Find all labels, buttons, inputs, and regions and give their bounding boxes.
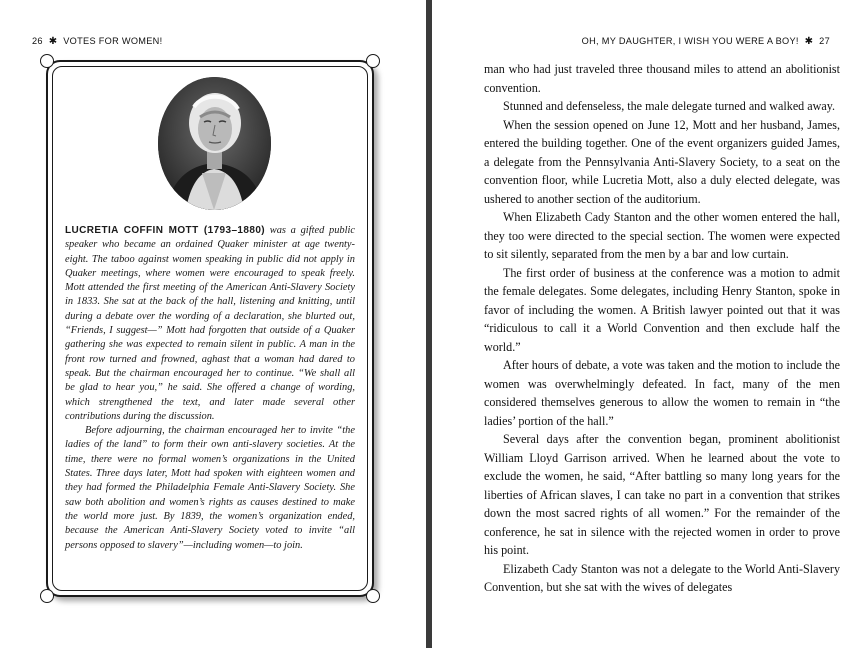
running-head-right <box>582 36 830 47</box>
biography-sidebar <box>46 60 374 597</box>
sidebar-text <box>65 224 355 553</box>
sidebar-paragraph-1-text: was a gifted public speaker who became an ordained Quaker minister at age twenty-eight. The taboo against women speaking in public did not apply in Quaker meetings, where women were encouraged to speak freely. Mott attended the first meeting of the American Anti-Slavery Society in 1833. She sat at the back of the hall, listening and knitting, until during a debate over the wording of a declaration, she blurted out, “Friends, I suggest—” Mott had forgotten that outside of a Quaker gathering she was expected to remain silent in public. A man in the front row turned and frowned, aghast that a woman had dared to speak. But the chairman encouraged her to continue. “We shall all be glad to hear you,” he said. She offered a change of wording, which strengthened the text, and later made several other contributions during the discussion. <box>65 225 355 422</box>
paragraph: Several days after the convention began, prominent abolitionist William Lloyd Garrison arrived. When he learned about the vote to exclude the women, he said, “After battling so many long years for the liberties of African slaves, I can take no part in a convention that strikes down the most sacred rights of all women.” For the remainder of the conference, he sat in silence with the rejected women in order to prove his point. <box>484 432 840 557</box>
page-number-right: 27 <box>819 36 830 46</box>
paragraph: When the session opened on June 12, Mott and her husband, James, entered the building together. One of the event organizers guided James, a delegate from the Pennsylvania Anti-Slavery Society, to a seat on the convention floor, while Lucretia Mott, also a duly elected delegate, was ushered to another section of the auditorium. <box>484 117 840 206</box>
chapter-title: OH, MY DAUGHTER, I WISH YOU WERE A BOY! <box>581 36 799 46</box>
right-page <box>432 0 864 648</box>
frame-corner-ornament-icon <box>40 589 54 603</box>
asterisk-ornament-icon: ✱ <box>804 36 814 47</box>
paragraph: Elizabeth Cady Stanton was not a delegate to the World Anti-Slavery Convention, but she sat with the wives of delegates <box>484 561 840 594</box>
frame-corner-ornament-icon <box>366 54 380 68</box>
sidebar-name-heading: LUCRETIA COFFIN MOTT (1793–1880) <box>65 225 266 236</box>
frame-corner-ornament-icon <box>40 54 54 68</box>
left-page <box>0 0 426 648</box>
portrait-lucretia-mott <box>158 77 271 210</box>
body-text <box>484 60 840 597</box>
asterisk-ornament-icon: ✱ <box>48 36 58 47</box>
paragraph: Stunned and defenseless, the male delegate turned and walked away. <box>503 99 836 113</box>
book-title: VOTES FOR WOMEN! <box>63 36 163 46</box>
portrait-engraving-image <box>158 77 271 210</box>
page-number-left: 26 <box>32 36 43 46</box>
sidebar-paragraph-1 <box>65 224 355 424</box>
paragraph: The first order of business at the conference was a motion to admit the female delegates. Some delegates, including Henry Stanton, spoke in favor of including the women. A British lawyer pointed out that it was “ridiculous to call it a World Convention and then exclude half the world.” <box>484 265 840 354</box>
paragraph: When Elizabeth Cady Stanton and the other women entered the hall, they too were directed to the special section. The women were expected to sit silently, separated from the men by a bar and low curtain. <box>484 210 840 261</box>
paragraph: After hours of debate, a vote was taken and the motion to include the women was overwhelmingly defeated. In fact, many of the men considered themselves generous to allow the women to remain in “the ladies’ portion of the hall.” <box>484 358 840 428</box>
sidebar-paragraph-2: Before adjourning, the chairman encouraged her to invite “the ladies of the land” to form their own anti-slavery societies. At the time, there were no formal women’s organizations in the United States. Three days later, Mott had spoken with eighteen women and they had formed the Philadelphia Female Anti-Slavery Society. She saw both abolition and women’s rights as causes destined to make the world more just. By 1839, the women’s organization ended, because the American Anti-Slavery Society voted to invite “all persons opposed to slavery”—including women—to join. <box>65 425 355 551</box>
paragraph: man who had just traveled three thousand miles to attend an abolitionist convention. <box>484 62 840 95</box>
running-head-left <box>32 36 162 47</box>
frame-corner-ornament-icon <box>366 589 380 603</box>
